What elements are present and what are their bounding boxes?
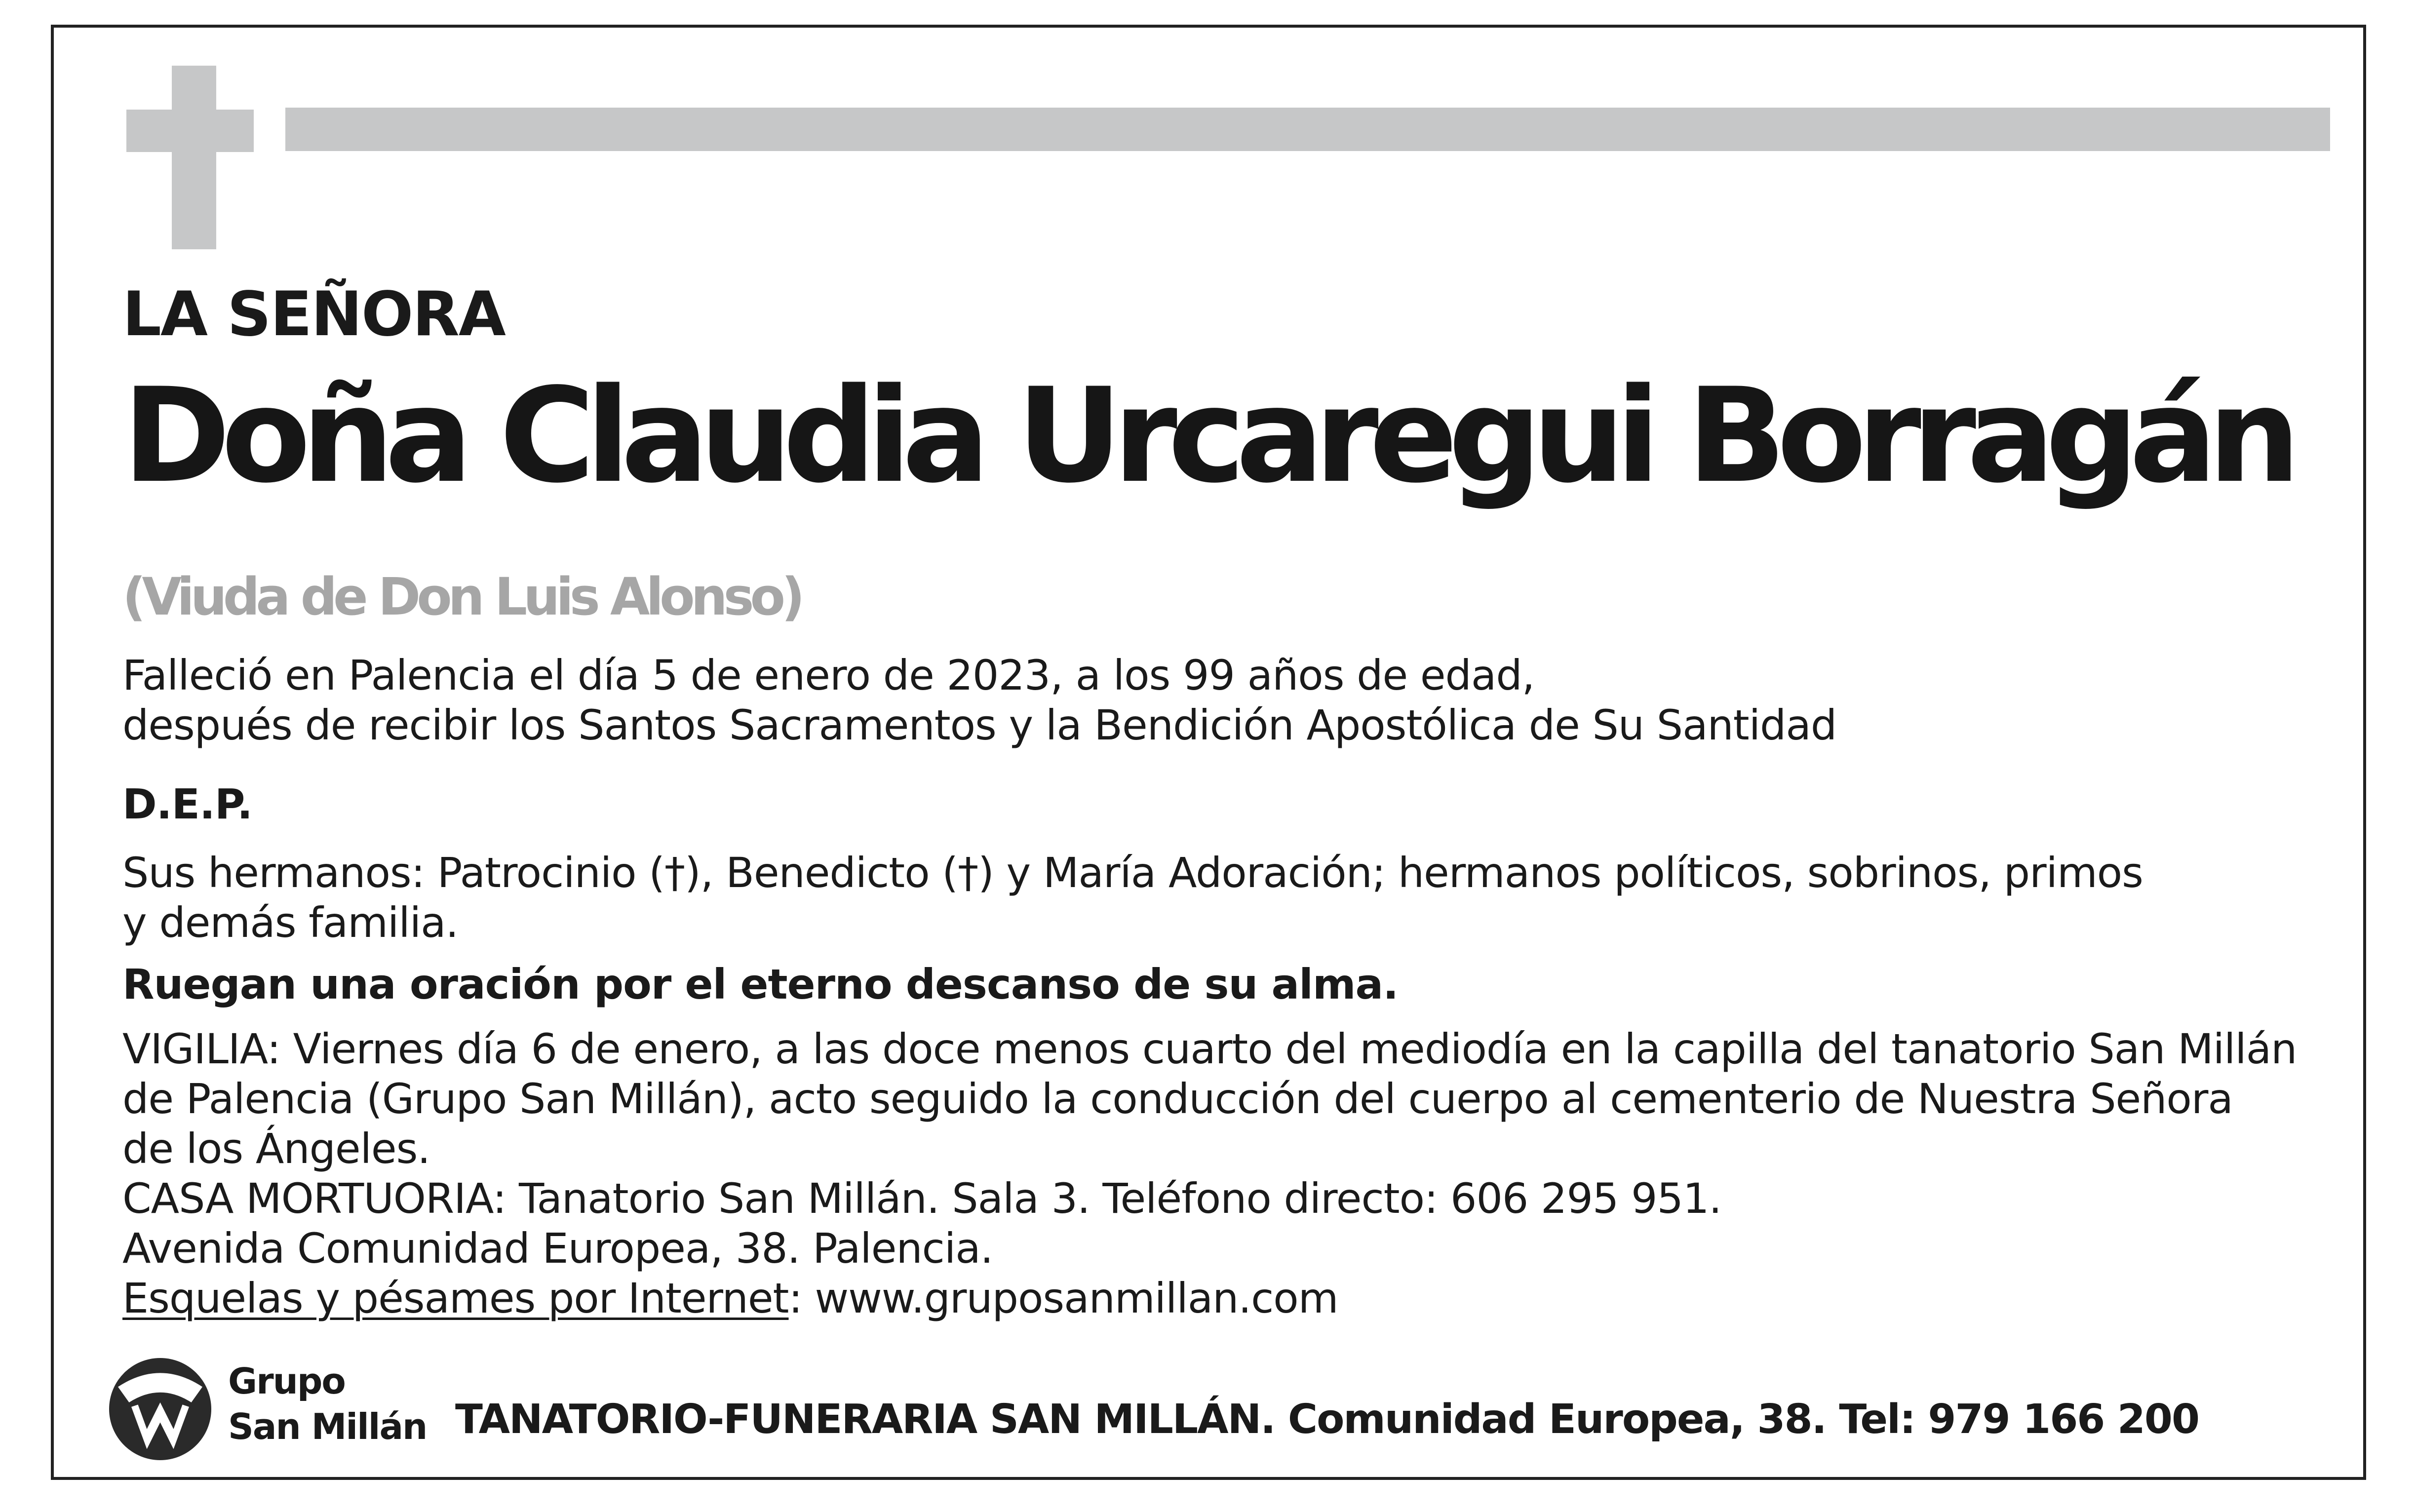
mortuary-house-line: CASA MORTUORIA: Tanatorio San Millán. Sala 3. Teléfono directo: 606 295 951. [122,1174,1722,1223]
vigil-line: VIGILIA: Viernes día 6 de enero, a las doce menos cuarto del mediodía en la capilla del tanatorio San Millán [122,1025,2297,1073]
dep-label: D.E.P. [122,780,252,828]
logo-line: Grupo [228,1360,345,1402]
logo-line: San Millán [228,1406,427,1447]
funeral-home-contact: TANATORIO-FUNERARIA SAN MILLÁN. Comunidad Europea, 38. Tel: 979 166 200 [455,1396,2199,1443]
family-line: Sus hermanos: Patrocinio (†), Benedicto (†) y María Adoración; hermanos políticos, sobrinos, primos [122,849,2143,897]
death-notice-line: Falleció en Palencia el día 5 de enero de 2023, a los 99 años de edad, [122,651,1535,699]
vigil-line: de los Ángeles. [122,1124,430,1173]
address-line: Avenida Comunidad Europea, 38. Palencia. [122,1224,993,1273]
internet-label: Esquelas y pésames por Internet [122,1274,789,1322]
deceased-name: Doña Claudia Urcaregui Borragán [122,360,2292,512]
death-notice-line: después de recibir los Santos Sacramentos y la Bendición Apostólica de Su Santidad [122,701,1837,749]
family-notice [122,848,2143,948]
internet-line [122,1274,2297,1323]
family-line: y demás familia. [122,898,459,947]
logo-wordmark [228,1358,427,1449]
internet-url[interactable]: www.gruposanmillan.com [802,1274,1338,1322]
grupo-san-millan-logo-icon [105,1354,216,1465]
widow-note: (Viuda de Don Luis Alonso) [122,567,801,627]
prayer-request: Ruegan una oración por el eterno descanso de su alma. [122,960,1399,1008]
vigil-line: de Palencia (Grupo San Millán), acto seguido la conducción del cuerpo al cementerio de Nuestra Señora [122,1075,2233,1123]
ceremony-details [122,1024,2297,1323]
internet-separator: : [788,1274,802,1322]
death-notice [122,651,1836,750]
cross-icon [172,66,216,249]
header-bar [285,108,2330,151]
cross-icon-arm [126,110,254,152]
title-label: LA SEÑORA [122,279,505,350]
